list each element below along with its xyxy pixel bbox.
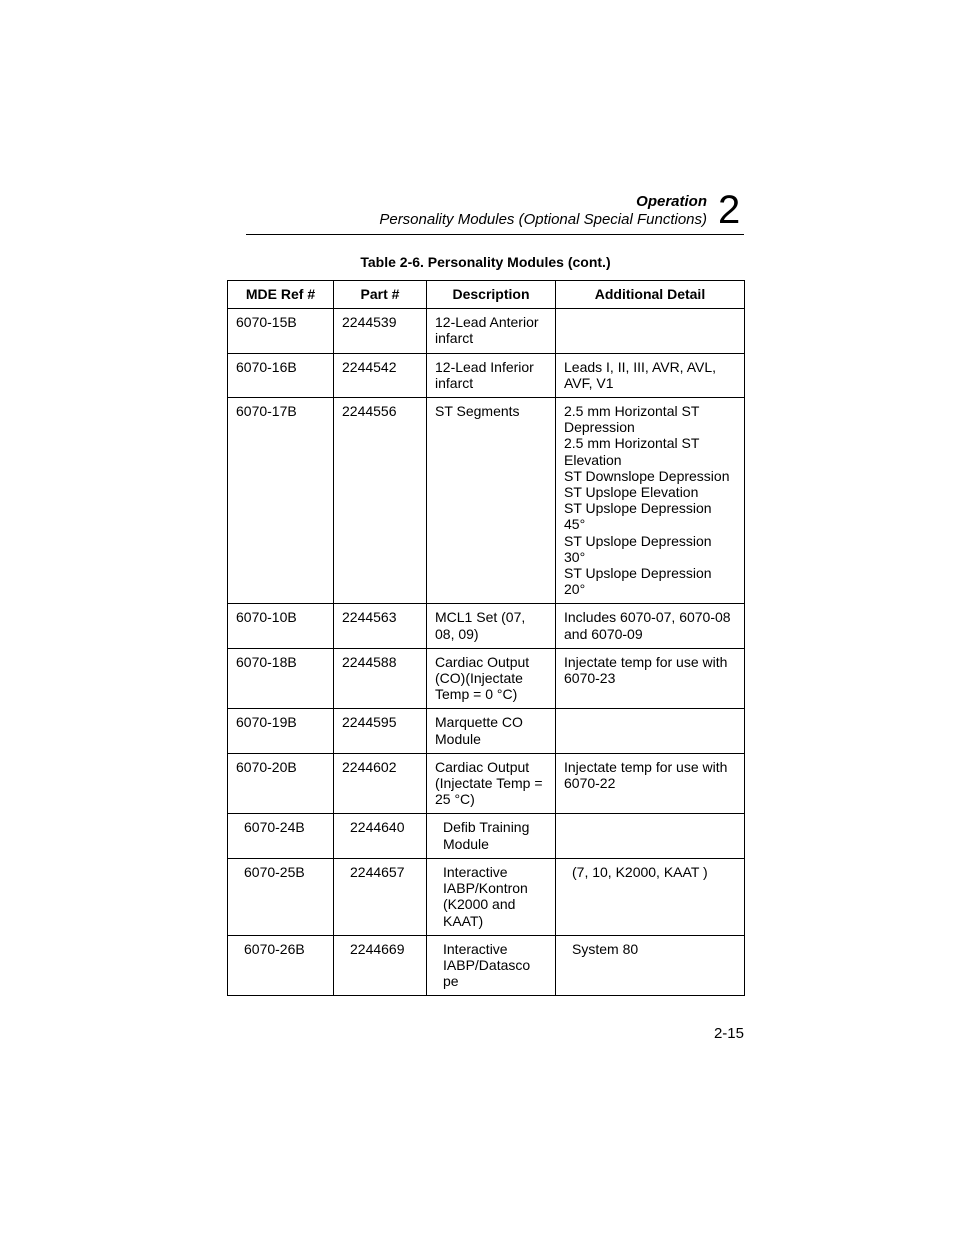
- cell-part-number: 2244588: [334, 648, 427, 709]
- cell-part-number: 2244595: [334, 709, 427, 753]
- cell-additional-detail: [556, 398, 745, 604]
- cell-additional-detail-line: and 6070-09: [564, 625, 643, 642]
- table-row: [228, 309, 745, 353]
- cell-mde-ref: 6070-19B: [228, 709, 334, 753]
- cell-description-line: Cardiac Output: [435, 653, 530, 670]
- cell-additional-detail-line: Elevation: [564, 451, 622, 468]
- cell-additional-detail-line: 6070-22: [564, 775, 616, 792]
- cell-additional-detail: [556, 709, 745, 753]
- header-divider: [246, 234, 744, 235]
- cell-description: [427, 753, 556, 814]
- cell-part-number: 2244669: [334, 935, 427, 996]
- cell-additional-detail-line: 6070-23: [564, 670, 616, 687]
- cell-mde-ref: 6070-20B: [228, 753, 334, 814]
- cell-additional-detail-line: Includes 6070-07, 6070-08: [564, 609, 731, 626]
- cell-description: [427, 353, 556, 397]
- cell-part-number: 2244640: [334, 814, 427, 858]
- cell-description-line: 12-Lead Inferior: [435, 358, 534, 375]
- cell-description-line: MCL1 Set (07,: [435, 609, 526, 626]
- cell-mde-ref: 6070-24B: [228, 814, 334, 858]
- cell-description-line: 25 °C): [435, 791, 475, 808]
- cell-mde-ref: 6070-15B: [228, 309, 334, 353]
- cell-additional-detail-line: 2.5 mm Horizontal ST: [564, 403, 700, 420]
- table-row: [228, 648, 745, 709]
- cell-mde-ref: 6070-26B: [228, 935, 334, 996]
- cell-description: [427, 709, 556, 753]
- table-row: [228, 814, 745, 858]
- cell-description-line: infarct: [435, 330, 474, 347]
- cell-mde-ref: 6070-16B: [228, 353, 334, 397]
- column-header-additional-detail: Additional Detail: [556, 281, 745, 309]
- table-body: [228, 309, 745, 996]
- cell-description-line: ST Segments: [435, 403, 520, 420]
- cell-additional-detail: [556, 648, 745, 709]
- page-number: 2-15: [713, 1025, 744, 1042]
- table-row: [228, 353, 745, 397]
- table-row: [228, 709, 745, 753]
- cell-additional-detail-line: 20°: [564, 581, 586, 598]
- cell-additional-detail: [556, 753, 745, 814]
- cell-description-line: IABP/Kontron: [443, 880, 528, 897]
- cell-description-line: Module: [435, 730, 481, 747]
- cell-description-line: (Injectate Temp =: [435, 775, 543, 792]
- cell-description-line: IABP/Datasco: [443, 956, 531, 973]
- cell-additional-detail-line: AVF, V1: [564, 374, 614, 391]
- cell-additional-detail-line: Injectate temp for use with: [564, 758, 728, 775]
- cell-description: [427, 814, 556, 858]
- cell-additional-detail-line: (7, 10, K2000, KAAT ): [572, 863, 708, 880]
- table-caption: Table 2-6. Personality Modules (cont.): [360, 254, 611, 270]
- cell-description-line: infarct: [435, 374, 474, 391]
- cell-additional-detail-line: ST Downslope Depression: [564, 467, 730, 484]
- table-header-row: [228, 281, 745, 309]
- cell-description-line: Temp = 0 °C): [435, 686, 518, 703]
- table-row: [228, 858, 745, 935]
- cell-additional-detail-line: ST Upslope Elevation: [564, 484, 699, 501]
- cell-additional-detail-line: ST Upslope Depression: [564, 532, 712, 549]
- cell-mde-ref: 6070-17B: [228, 398, 334, 604]
- cell-description-line: Interactive: [443, 863, 508, 880]
- cell-description-line: (K2000 and: [443, 896, 516, 913]
- cell-description-line: pe: [443, 973, 459, 990]
- cell-additional-detail: [556, 309, 745, 353]
- cell-additional-detail-line: ST Upslope Depression: [564, 500, 712, 517]
- cell-mde-ref: 6070-18B: [228, 648, 334, 709]
- cell-additional-detail: [556, 814, 745, 858]
- chapter-number: 2: [718, 188, 741, 232]
- running-header: [379, 193, 707, 229]
- cell-additional-detail-line: Injectate temp for use with: [564, 653, 728, 670]
- table-row: [228, 935, 745, 996]
- cell-part-number: 2244563: [334, 604, 427, 648]
- cell-description: [427, 398, 556, 604]
- cell-additional-detail-line: 30°: [564, 548, 586, 565]
- section-title: Personality Modules (Optional Special Functions): [379, 211, 707, 228]
- cell-description-line: KAAT): [443, 912, 484, 929]
- chapter-title: Operation: [636, 193, 707, 210]
- cell-description-line: Defib Training: [443, 819, 530, 836]
- cell-part-number: 2244657: [334, 858, 427, 935]
- cell-description: [427, 858, 556, 935]
- cell-description-line: Interactive: [443, 940, 508, 957]
- cell-additional-detail-line: System 80: [572, 940, 639, 957]
- cell-additional-detail: [556, 935, 745, 996]
- cell-description-line: Cardiac Output: [435, 758, 530, 775]
- cell-additional-detail: [556, 858, 745, 935]
- cell-mde-ref: 6070-25B: [228, 858, 334, 935]
- cell-additional-detail-line: 45°: [564, 516, 586, 533]
- cell-additional-detail-line: ST Upslope Depression: [564, 565, 712, 582]
- cell-description-line: Marquette CO: [435, 714, 523, 731]
- cell-additional-detail-line: Depression: [564, 419, 635, 436]
- column-header-description: Description: [427, 281, 556, 309]
- cell-additional-detail: [556, 604, 745, 648]
- table-row: [228, 753, 745, 814]
- cell-description: [427, 935, 556, 996]
- cell-description: [427, 309, 556, 353]
- cell-part-number: 2244556: [334, 398, 427, 604]
- personality-modules-table: [227, 280, 745, 996]
- cell-additional-detail-line: Leads I, II, III, AVR, AVL,: [564, 358, 717, 375]
- table-row: [228, 604, 745, 648]
- cell-part-number: 2244542: [334, 353, 427, 397]
- cell-part-number: 2244539: [334, 309, 427, 353]
- cell-description-line: (CO)(Injectate: [435, 670, 523, 687]
- cell-description-line: Module: [443, 835, 489, 852]
- cell-description-line: 08, 09): [435, 625, 479, 642]
- cell-part-number: 2244602: [334, 753, 427, 814]
- cell-mde-ref: 6070-10B: [228, 604, 334, 648]
- cell-description: [427, 604, 556, 648]
- table-row: [228, 398, 745, 604]
- column-header-mde-ref: MDE Ref #: [228, 281, 334, 309]
- cell-additional-detail: [556, 353, 745, 397]
- cell-description-line: 12-Lead Anterior: [435, 314, 539, 331]
- cell-additional-detail-line: 2.5 mm Horizontal ST: [564, 435, 700, 452]
- column-header-part: Part #: [334, 281, 427, 309]
- cell-description: [427, 648, 556, 709]
